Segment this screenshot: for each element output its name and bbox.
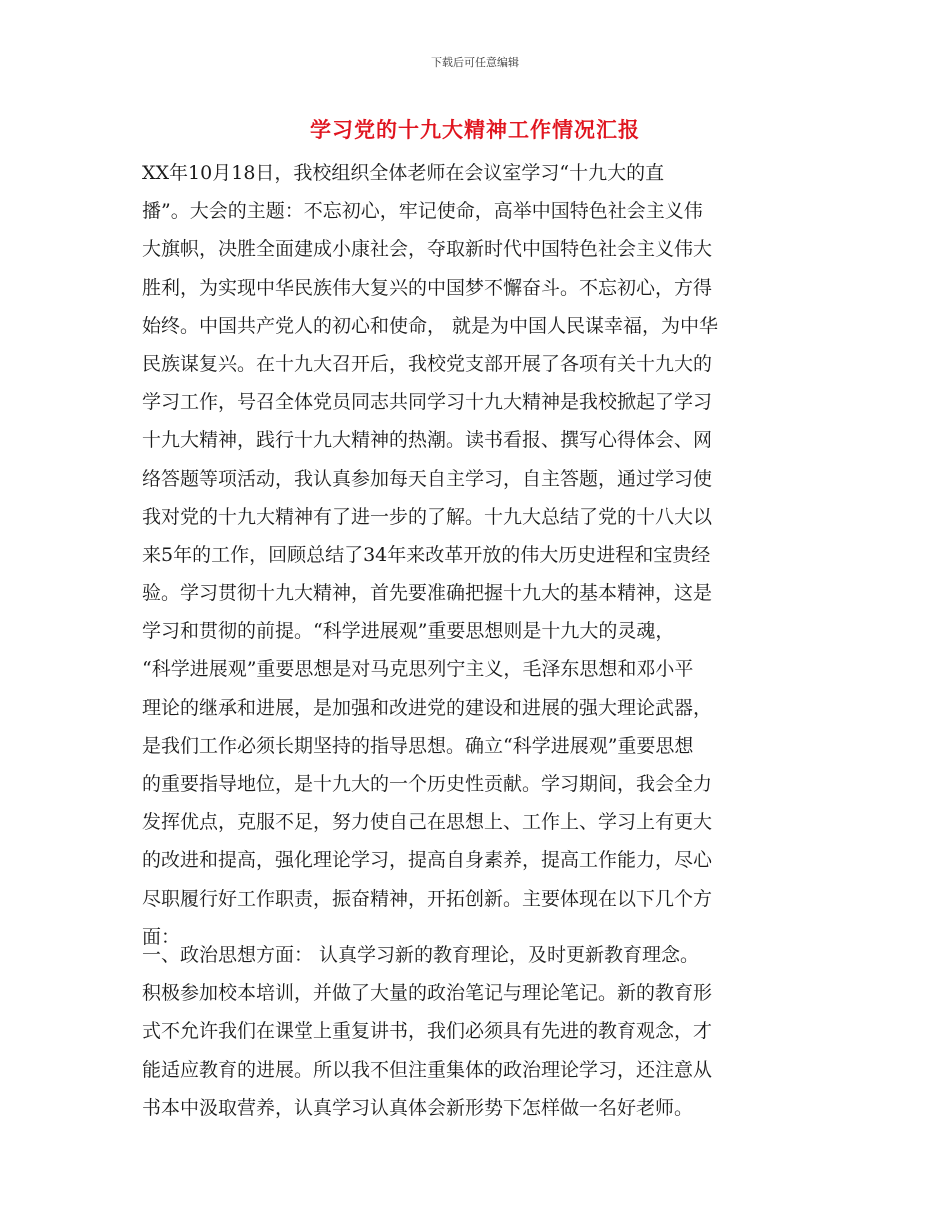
text-line: 胜利，为实现中华民族伟大复兴的中国梦不懈奋斗。不忘初心，方得 bbox=[142, 276, 713, 299]
text-line: 十九大精神，践行十九大精神的热潮。读书看报、撰写心得体会、网 bbox=[142, 429, 713, 452]
text-line: “科学进展观”重要思想是对马克思列宁主义，毛泽东思想和邓小平 bbox=[142, 658, 694, 681]
text-line: 我对党的十九大精神有了进一步的了解。十九大总结了党的十八大以 bbox=[142, 505, 713, 528]
text-line: 来5年的工作，回顾总结了34年来改革开放的伟大历史进程和宝贵经 bbox=[142, 543, 711, 566]
text-line: 理论的继承和进展，是加强和改进党的建设和进展的强大理论武器， bbox=[142, 696, 713, 719]
text-line: 学习和贯彻的前提。“科学进展观”重要思想则是十九大的灵魂， bbox=[142, 620, 675, 643]
text-line: 书本中汲取营养，认真学习认真体会新形势下怎样做一名好老师。 bbox=[142, 1096, 694, 1119]
text-line: 络答题等项活动，我认真参加每天自主学习，自主答题，通过学习使 bbox=[142, 467, 713, 490]
text-line: XX年10月18日，我校组织全体老师在会议室学习“十九大的直 bbox=[142, 162, 665, 184]
text-line: 验。学习贯彻十九大精神，首先要准确把握十九大的基本精神，这是 bbox=[142, 582, 713, 605]
text-line: 播”。大会的主题：不忘初心，牢记使命，高举中国特色社会主义伟 bbox=[142, 200, 703, 223]
text-line: 大旗帜，决胜全面建成小康社会，夺取新时代中国特色社会主义伟大 bbox=[142, 238, 713, 261]
paragraph-2 bbox=[142, 936, 862, 1127]
text-line: 的改进和提高，强化理论学习，提高自身素养，提高工作能力，尽心 bbox=[142, 849, 713, 872]
paragraph-1 bbox=[142, 154, 862, 956]
text-line: 一、政治思想方面： 认真学习新的教育理论，及时更新教育理念。 bbox=[142, 944, 700, 966]
header-note: 下载后可任意编辑 bbox=[431, 56, 519, 69]
text-line: 学习工作，号召全体党员同志共同学习十九大精神是我校掀起了学习 bbox=[142, 391, 713, 414]
text-line: 尽职履行好工作职责，振奋精神，开拓创新。主要体现在以下几个方 bbox=[142, 887, 713, 910]
text-line: 是我们工作必须长期坚持的指导思想。确立“科学进展观”重要思想 bbox=[142, 734, 694, 757]
text-line: 积极参加校本培训，并做了大量的政治笔记与理论笔记。新的教育形 bbox=[142, 982, 713, 1005]
text-line: 能适应教育的进展。所以我不但注重集体的政治理论学习，还注意从 bbox=[142, 1058, 713, 1081]
text-line: 式不允许我们在课堂上重复讲书，我们必须具有先进的教育观念，才 bbox=[142, 1020, 713, 1043]
text-line: 面： bbox=[142, 925, 181, 948]
text-line: 发挥优点，克服不足，努力使自己在思想上、工作上、学习上有更大 bbox=[142, 811, 713, 834]
text-line: 始终。中国共产党人的初心和使命， 就是为中国人民谋幸福，为中华 bbox=[142, 314, 719, 337]
text-line: 的重要指导地位，是十九大的一个历史性贡献。学习期间，我会全力 bbox=[142, 773, 713, 795]
document-title: 学习党的十九大精神工作情况汇报 bbox=[310, 117, 640, 142]
text-line: 民族谋复兴。在十九大召开后，我校党支部开展了各项有关十九大的 bbox=[142, 352, 713, 375]
